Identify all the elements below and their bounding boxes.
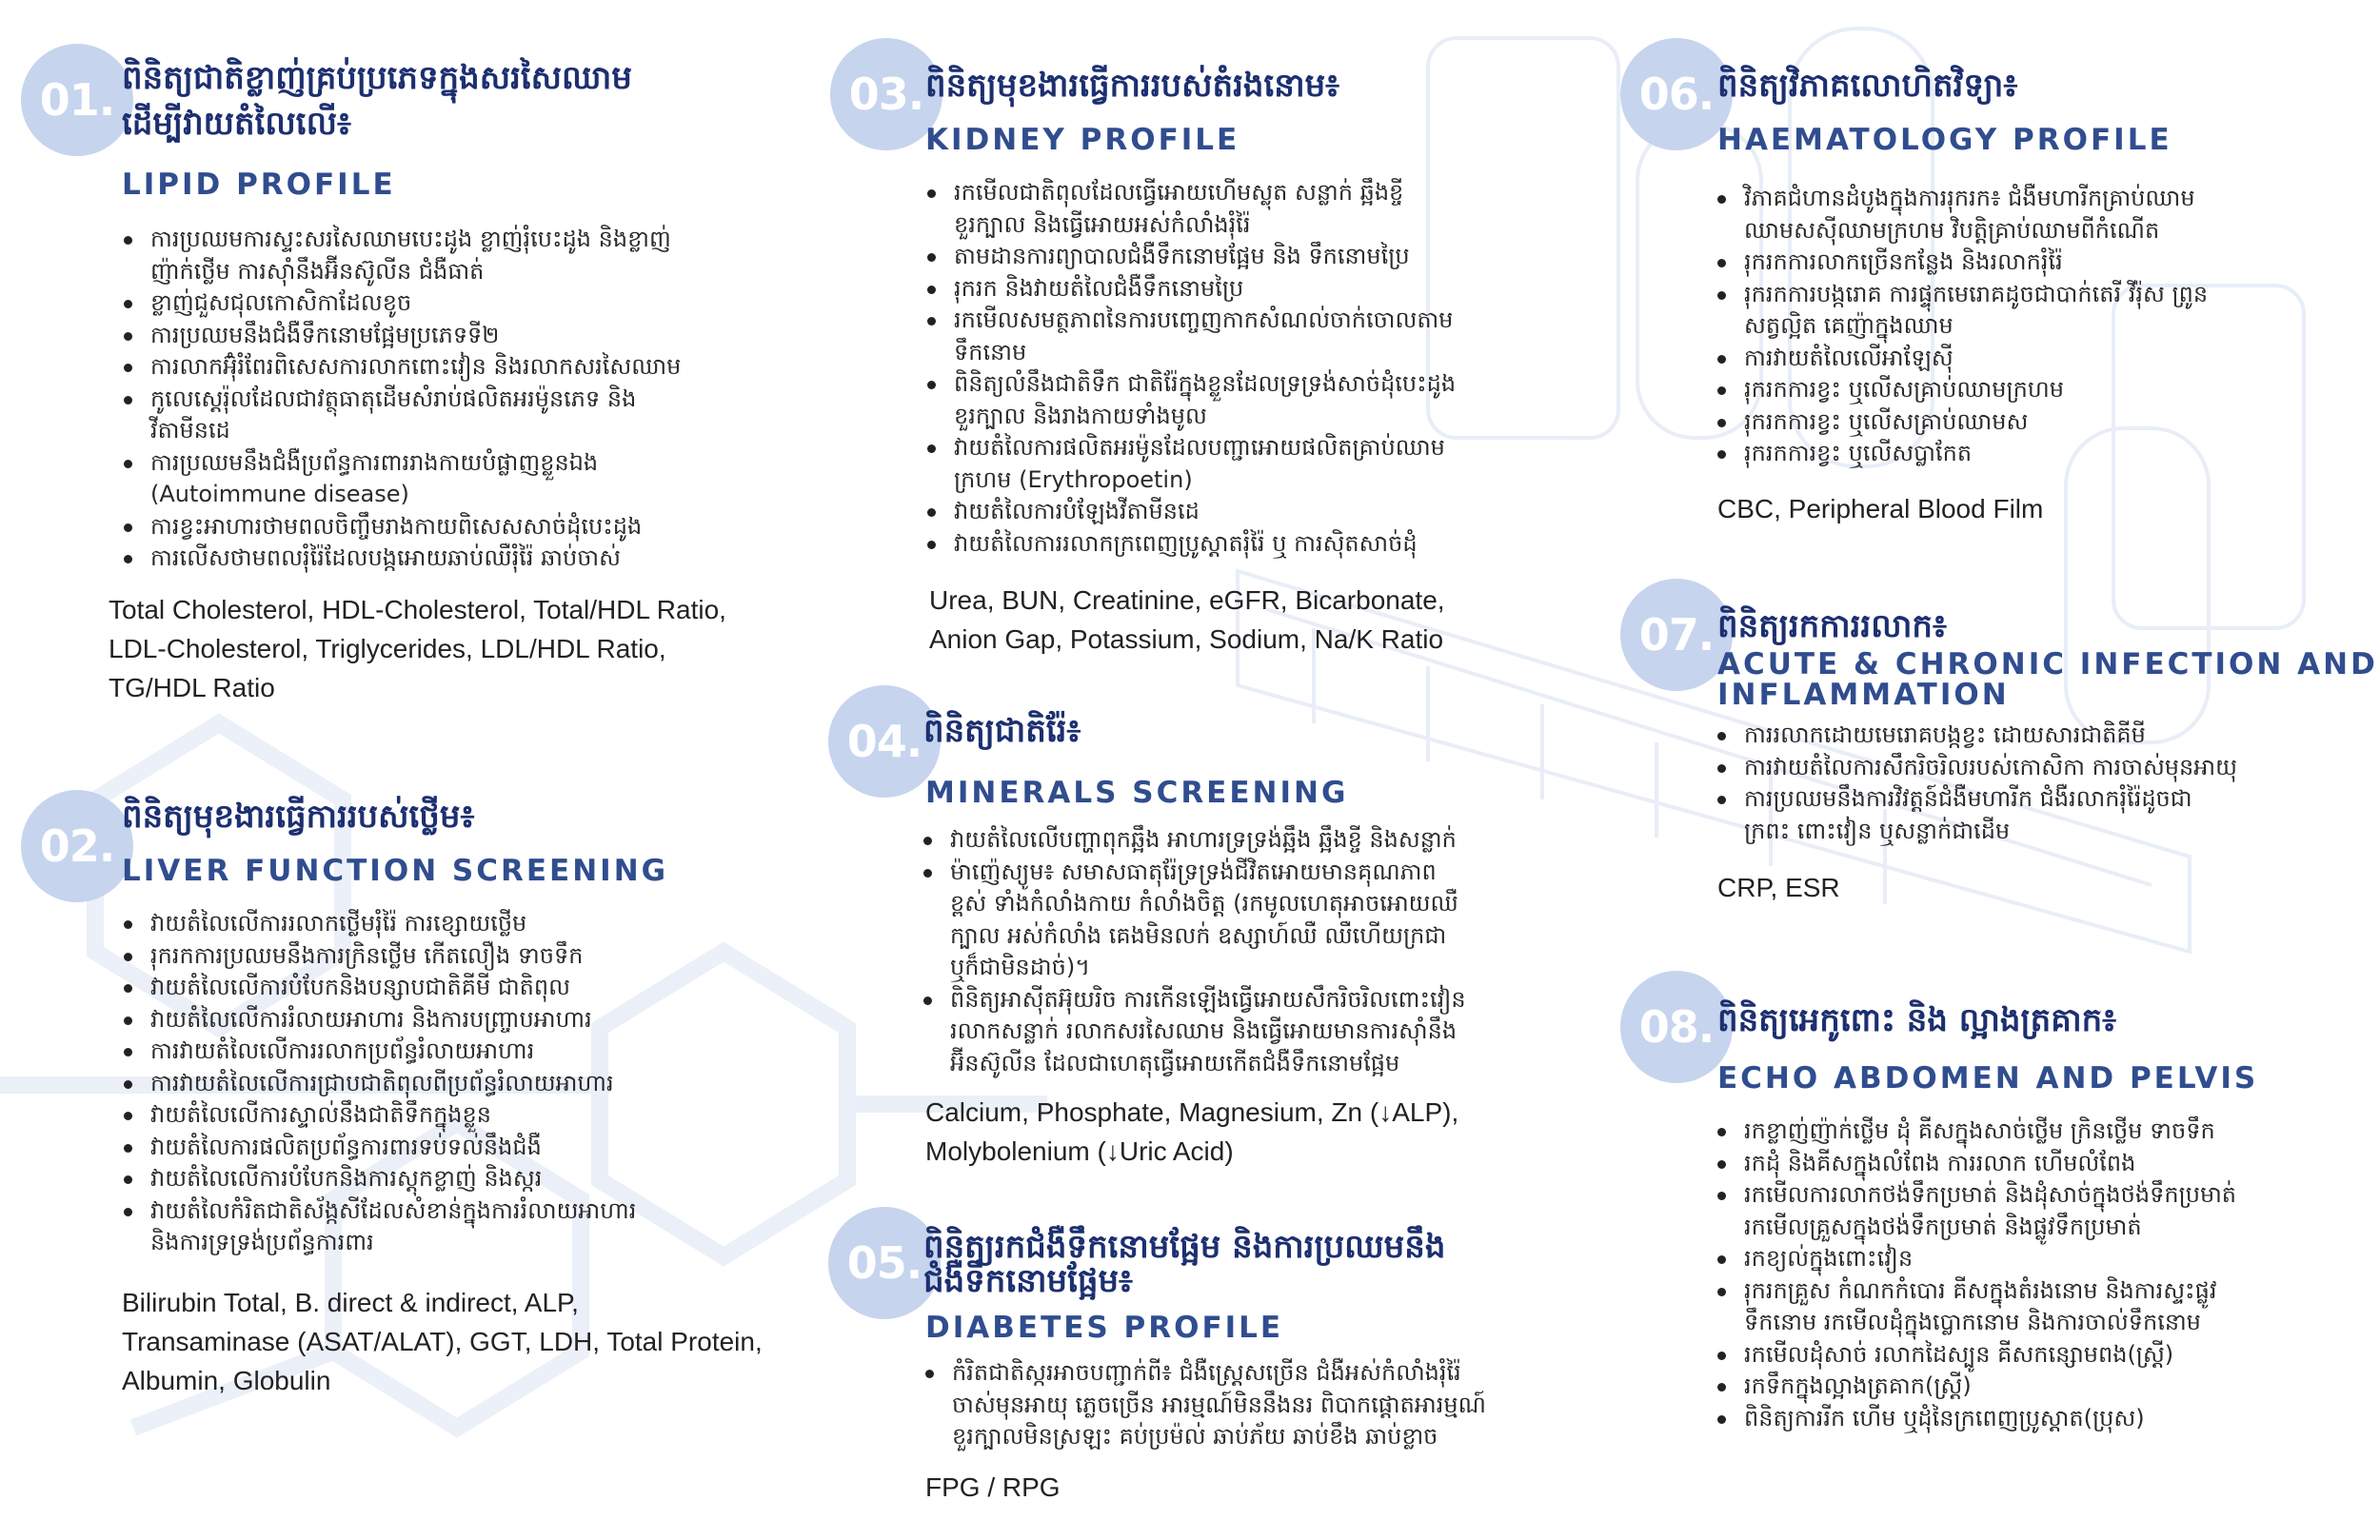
list-item: រកមើលសមត្ថភាពនៃការបញ្ចេញកាកសំណល់ចាក់ចោលតាម: [922, 305, 1456, 337]
list-item: ការប្រឈមការស្ទះសរសៃឈាមបេះដូង ខ្លាញ់រុំបេះដូង និងខ្លាញ់: [118, 224, 681, 256]
item-list: [922, 177, 1456, 560]
section-title-kh: [1717, 63, 2017, 109]
list-item-cont: រកមើលគ្រួសក្នុងថង់ទឹកប្រមាត់ និងផ្លូវទឹកប្រមាត់: [1744, 1213, 2142, 1240]
section-number-badge: 02.: [21, 790, 133, 902]
title-line: ពិនិត្យរកការរលាក៖: [1717, 607, 1947, 645]
list-item: ការវាយតំលៃការសឹករិចរិលរបស់កោសិកា ការចាស់មុនអាយុ: [1712, 752, 2237, 784]
title-line: ពិនិត្យមុខងារធ្វើការរបស់តំរងនោម៖: [925, 67, 1340, 105]
list-item: ការប្រឈមនឹងជំងឺប្រព័ន្ធការពាររាងកាយបំផ្លាញខ្លួនឯង: [118, 447, 681, 480]
title-line: ដើម្បីវាយតំលៃលើ៖: [122, 105, 351, 143]
list-item-cont: អ៊ីនស៊ូលីន ដែលជាហេតុធ្វើអោយកើតជំងឺទឹកនោមផ្អែម: [950, 1049, 1400, 1076]
test-line: Urea, BUN, Creatinine, eGFR, Bicarbonate,: [929, 585, 1445, 615]
section-number-badge: 05.: [828, 1207, 941, 1319]
list-item-cont: ក្បាល អស់កំលាំង គេងមិនលក់ ឧស្សាហ៍ឈឺ ឈឺហើយក្រជា: [950, 921, 1447, 949]
section-title-en: [1717, 649, 2378, 710]
list-item-cont: ក្រពះ ពោះវៀន ឬសន្លាក់ជាដើម: [1744, 817, 2011, 844]
test-line: Bilirubin Total, B. direct & indirect, ALP,: [122, 1288, 579, 1317]
list-item: រកខ្លាញ់ញ៉ាក់ថ្លើម ដុំ គីសក្នុងសាច់ថ្លើម ក្រិនថ្លើម ទាចទឹក: [1712, 1116, 2236, 1148]
list-item: វាយតំលៃការបំឡែងវីតាមីនដេ: [922, 496, 1456, 528]
test-list: [925, 1093, 1458, 1171]
list-item: ការប្រឈមនឹងការវិវត្តន៍ជំងឺមហារីក ជំងឺរលាករុំរ៉ៃដូចជា: [1712, 783, 2237, 816]
title-line: ពិនិត្យជាតិរ៉ែ៖: [923, 712, 1081, 750]
list-item: ខ្លាញ់ជួសជុលកោសិកាដែលខូច: [118, 287, 681, 320]
list-item-cont: ឬក៏ជាមិនដាច់)។: [950, 954, 1091, 980]
list-item: វាយតំលៃលើការបំបែកនិងការស្តុកខ្លាញ់ និងស្ករ: [118, 1163, 636, 1195]
list-item: រុករកការលាកច្រើនកន្លែង និងរលាករុំរ៉ៃ: [1712, 247, 2208, 279]
list-item: វាយតំលៃការផលិតអរម៉ូនដែលបញ្ជាអោយផលិតគ្រាប់ឈាម: [922, 432, 1456, 464]
section-lipid-profile: [0, 0, 781, 723]
section-infection-inflammation: [1609, 571, 2378, 933]
item-list: [1712, 1116, 2236, 1434]
list-item-cont: វីតាមីនដេ: [150, 417, 230, 444]
title-line: ពិនិត្យមុខងារធ្វើការរបស់ថ្លើម៖: [122, 798, 475, 836]
list-item: រុករក និងវាយតំលៃជំងឺទឹកនោមប្រៃ: [922, 273, 1456, 306]
test-line: LDL-Cholesterol, Triglycerides, LDL/HDL Ratio,: [109, 634, 666, 663]
list-item-cont: ខួរក្បាលមិនស្រឡះ គប់ប្រម៉ល់ ឆាប់ភ័យ ឆាប់ខឹង ឆាប់ខ្លាច: [952, 1423, 1438, 1450]
section-number-badge: 06.: [1620, 38, 1733, 150]
section-title-en: DIABETES PROFILE: [925, 1311, 1284, 1345]
test-list: [122, 1283, 763, 1400]
section-number-badge: 04.: [828, 685, 941, 798]
test-list: [925, 1468, 1061, 1507]
section-title-kh: [122, 55, 632, 147]
section-diabetes-profile: [819, 1199, 1599, 1532]
section-title-en: LIVER FUNCTION SCREENING: [122, 854, 669, 888]
list-item-cont: សត្វល្អិត គេញ៉ាក្នុងឈាម: [1744, 312, 1954, 339]
list-item: វាយតំលៃការរលាកក្រពេញប្រូស្តាតរុំរ៉ៃ ឬ ការស៊ិតសាច់ដុំ: [922, 528, 1456, 561]
list-item: វាយតំលៃលើការបំបែកនិងបន្សាបជាតិគីមី ជាតិពុល: [118, 972, 636, 1004]
list-item: ពិនិត្យអាស៊ីតអ៊ុយរិច ការកើនឡើងធ្វើអោយសឹករិចរិលពោះវៀន: [918, 984, 1466, 1017]
list-item: រកខ្យល់ក្នុងពោះវៀន: [1712, 1243, 2236, 1275]
section-echo-abdomen-pelvis: [1609, 971, 2370, 1504]
list-item-cont: ទឹកនោម រកមើលដុំក្នុងប្លោកនោម និងការចាល់ទឹកនោម: [1744, 1309, 2201, 1335]
list-item-cont: ចាស់មុនអាយុ ភ្លេចច្រើន អារម្មណ៍មិននឹងនរ ពិបាកផ្តោតអារម្មណ៍: [952, 1391, 1486, 1418]
list-item: រកមើលជាតិពុលដែលធ្វើអោយហើមស្លុត សន្លាក់ ឆ្អឹងខ្ចី: [922, 177, 1456, 209]
title-line: INFLAMMATION: [1717, 678, 2010, 712]
test-line: Anion Gap, Potassium, Sodium, Na/K Ratio: [929, 624, 1444, 654]
list-item: វាយតំលៃលើការរលាកថ្លើមរុំរ៉ៃ ការខ្សោយថ្លើម: [118, 908, 636, 940]
test-list: [1717, 489, 2043, 528]
list-item: រកមើលការលាកថង់ទឹកប្រមាត់ និងដុំសាច់ក្នុងថង់ទឹកប្រមាត់: [1712, 1179, 2236, 1212]
section-title-kh: [1717, 603, 1947, 649]
test-list: [1717, 868, 1840, 907]
list-item: ពិនិត្យលំនឹងជាតិទឹក ជាតិរ៉ែក្នុងខ្លួនដែលទ្រទ្រង់សាច់ដុំបេះដូង: [922, 368, 1456, 401]
test-line: CBC, Peripheral Blood Film: [1717, 494, 2044, 523]
title-line: ពិនិត្យអេកូពោះ និង ល្អាងត្រគាក៖: [1717, 1001, 2117, 1039]
list-item-cont: ក្រហម (Erythropoetin): [954, 465, 1193, 493]
test-line: Albumin, Globulin: [122, 1366, 331, 1395]
list-item: តាមដានការព្យាបាលជំងឺទឹកនោមផ្អែម និង ទឹកនោមប្រៃ: [922, 241, 1456, 273]
list-item: ការវាយតំលៃលើការជ្រាបជាតិពុលពីប្រព័ន្ធរំលាយអាហារ: [118, 1068, 636, 1100]
list-item: ពិនិត្យការរីក ហើម ឬដុំនៃក្រពេញប្រូស្តាត(ប្រុស): [1712, 1403, 2236, 1435]
list-item: វាយតំលៃលើការរំលាយអាហារ និងការបញ្ច្រាបអាហារ: [118, 1004, 636, 1037]
list-item: វាយតំលៃលើបញ្ហាពុកឆ្អឹង អាហារទ្រទ្រង់ឆ្អឹង ឆ្អឹងខ្ចី និងសន្លាក់: [918, 824, 1466, 857]
list-item: ការប្រឈមនឹងជំងឺទឹកនោមផ្អែមប្រភេទទី២: [118, 320, 681, 352]
section-title-kh: [923, 708, 1081, 754]
item-list: [1712, 720, 2237, 847]
test-line: CRP, ESR: [1717, 873, 1840, 902]
list-item-cont: ញ៉ាក់ថ្លើម ការស៊ាំនឹងអ៊ីនស៊ូលីន ជំងឺធាត់: [150, 257, 485, 285]
section-number-badge: 07.: [1620, 579, 1733, 691]
section-title-en: HAEMATOLOGY PROFILE: [1717, 123, 2172, 157]
list-item: រុករកការខ្វះ ឬលើសប្លាកែត: [1712, 438, 2208, 470]
list-item: រុករកការខ្វះ ឬលើសគ្រាប់ឈាមស: [1712, 406, 2208, 439]
title-line: ពិនិត្យជាតិខ្លាញ់គ្រប់ប្រភេទក្នុងសរសៃឈាម: [122, 59, 632, 97]
list-item: ការរលាកដោយមេរោគបង្កខ្វះ ដោយសារជាតិគីមី: [1712, 720, 2237, 752]
section-number-badge: 08.: [1620, 971, 1733, 1083]
list-item: កូលេស្តេរ៉ុលដែលជាវត្ថុធាតុដើមសំរាប់ផលិតអរម៉ូនភេទ និង: [118, 384, 681, 416]
title-line: ពិនិត្យវិភាគលោហិតវិទ្យា៖: [1717, 67, 2018, 105]
list-item-cont: ឈាមសស៊ីឈាមក្រហម វិបត្តិគ្រាប់ឈាមពីកំណើត: [1744, 216, 2160, 244]
section-title-en: LIPID PROFILE: [122, 168, 396, 202]
list-item: រុករកការខ្វះ ឬលើសគ្រាប់ឈាមក្រហម: [1712, 374, 2208, 406]
section-title-en: ECHO ABDOMEN AND PELVIS: [1717, 1061, 2259, 1096]
section-title-kh: [925, 63, 1339, 109]
list-item: រុករកការបង្ករោគ ការផ្ទុកមេរោគដូចជាបាក់តេរី វីរ៉ុស ព្រូន: [1712, 279, 2208, 311]
section-number-badge: 01.: [21, 44, 133, 156]
list-item: ការលើសថាមពលរុំរ៉ៃដែលបង្កអោយឆាប់ឈឺរុំរ៉ៃ ឆាប់ចាស់: [118, 543, 681, 575]
section-title-en: MINERALS SCREENING: [925, 776, 1349, 810]
section-liver-function: [0, 761, 781, 1428]
list-item-cont: រលាកសន្លាក់ រលាកសរសៃឈាម និងធ្វើអោយមានការស៊ាំនឹង: [950, 1017, 1458, 1044]
list-item: រុករកការប្រឈមនឹងការក្រិនថ្លើម កើតលឿង ទាចទឹក: [118, 940, 636, 973]
section-minerals-screening: [819, 685, 1599, 1180]
list-item: វាយតំលៃការផលិតប្រព័ន្ធការពារទប់ទល់នឹងជំងឺ: [118, 1132, 636, 1164]
test-list: [929, 581, 1445, 659]
item-list: [920, 1357, 1486, 1453]
list-item: ការវាយតំលៃលើអាឡែស៊ី: [1712, 343, 2208, 375]
item-list: [918, 824, 1466, 1079]
list-item: ការវាយតំលៃលើការរលាកប្រព័ន្ធរំលាយអាហារ: [118, 1036, 636, 1068]
list-item: រកមើលដុំសាច់ រលាកដៃស្បូន គីសកន្សោមពង(ស្ត្រី): [1712, 1339, 2236, 1372]
list-item: រកដុំ និងគីសក្នុងលំពែង ការរលាក ហើមលំពែង: [1712, 1148, 2236, 1180]
list-item-cont: (Autoimmune disease): [150, 481, 409, 507]
section-kidney-profile: [819, 0, 1599, 685]
test-list: [109, 590, 726, 707]
test-line: Calcium, Phosphate, Magnesium, Zn (↓ALP),: [925, 1097, 1459, 1127]
test-line: FPG / RPG: [925, 1472, 1061, 1502]
item-list: [118, 224, 681, 575]
list-item: វិភាគជំហានដំបូងក្នុងការរុករក៖ ជំងឺមហារីកគ្រាប់ឈាម: [1712, 183, 2208, 215]
list-item-cont: ទឹកនោម: [954, 338, 1027, 365]
section-title-kh: [122, 794, 474, 839]
item-list: [1712, 183, 2208, 470]
title-line: ពិនិត្យរកជំងឺទឹកនោមផ្អែម និងការប្រឈមនឹង: [923, 1228, 1446, 1266]
list-item-cont: និងការទ្រទ្រង់ប្រព័ន្ធការពារ: [150, 1229, 374, 1255]
list-item: កំរិតជាតិស្ករអាចបញ្ជាក់ពី៖ ជំងឺស្ត្រេសច្រើន ជំងឺអស់កំលាំងរុំរ៉ៃ: [920, 1357, 1486, 1390]
title-line: ACUTE & CHRONIC INFECTION AND: [1717, 647, 2378, 681]
test-line: TG/HDL Ratio: [109, 673, 275, 702]
list-item: វាយតំលៃលើការស្ទាល់នឹងជាតិទឹកក្នុងខ្លួន: [118, 1099, 636, 1132]
list-item: ម៉ាញ៉េស្យូម៖ សមាសធាតុរ៉ែទ្រទ្រង់ជីវិតអោយមានគុណភាព: [918, 857, 1466, 889]
test-line: Molybolenium (↓Uric Acid): [925, 1136, 1234, 1166]
test-line: Transaminase (ASAT/ALAT), GGT, LDH, Total Protein,: [122, 1327, 763, 1356]
test-line: Total Cholesterol, HDL-Cholesterol, Total/HDL Ratio,: [109, 595, 726, 624]
section-title-en: KIDNEY PROFILE: [925, 123, 1240, 157]
section-haematology-profile: [1609, 0, 2370, 571]
list-item: ការលាកអ៊ុំរំពែរពិសេសការលាកពោះវៀន និងរលាកសរសៃឈាម: [118, 351, 681, 384]
title-line: ជំងឺទឹកនោមផ្អែម៖: [923, 1262, 1133, 1300]
list-item-cont: ខួរក្បាល និងធ្វើអោយអស់កំលាំងរុំរ៉ៃ: [954, 210, 1251, 238]
section-title-kh: [923, 1230, 1445, 1298]
item-list: [118, 908, 636, 1259]
list-item: វាយតំលៃកំរិតជាតិស័ង្កសីដែលសំខាន់ក្នុងការរំលាយអាហារ: [118, 1195, 636, 1228]
list-item: ការខ្វះអាហារថាមពលចិញ្ចឹមរាងកាយពិសេសសាច់ដុំបេះដូង: [118, 511, 681, 543]
section-title-kh: [1717, 997, 2116, 1043]
list-item-cont: ខួរក្បាល និងរាងកាយទាំងមូល: [954, 402, 1207, 429]
list-item: រុករកគ្រួស កំណកកំបោរ គីសក្នុងតំរងនោម និងការស្ទះផ្លូវ: [1712, 1275, 2236, 1308]
section-number-badge: 03.: [830, 38, 942, 150]
list-item-cont: ខ្ពស់ ទាំងកំលាំងកាយ កំលាំងចិត្ត (រកមូលហេតុអាចអោយឈឺ: [950, 890, 1458, 917]
list-item: រកទឹកក្នុងល្អាងត្រគាក(ស្ត្រី): [1712, 1371, 2236, 1403]
